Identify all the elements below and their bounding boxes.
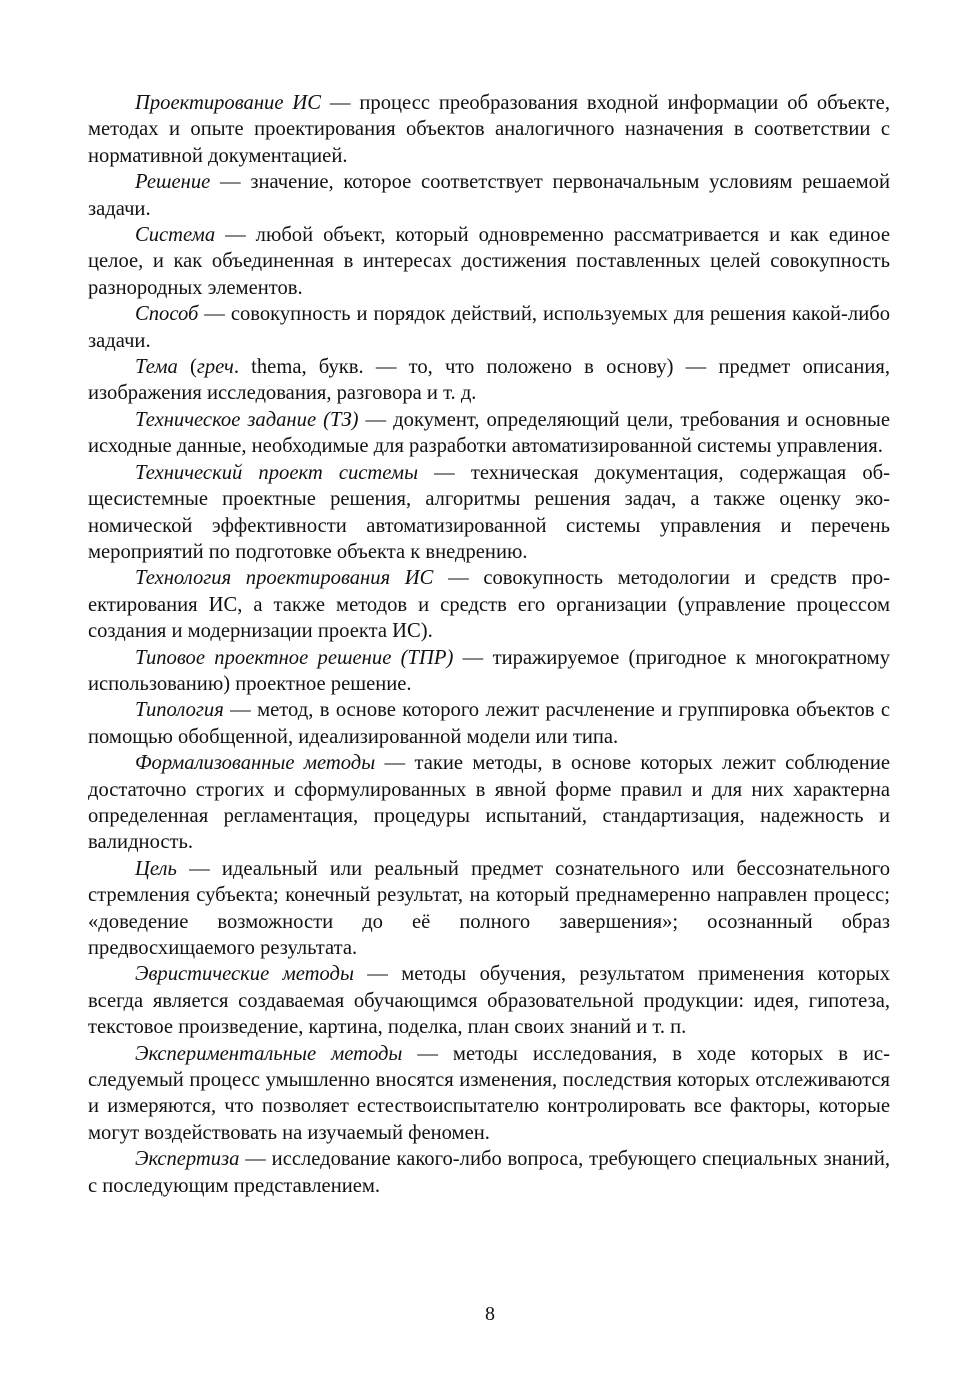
glossary-entry	[88, 697, 890, 750]
entry-term: Типология	[135, 699, 224, 722]
entry-term: Формализованные методы	[135, 752, 376, 775]
entry-term: Экспериментальные методы	[135, 1042, 403, 1065]
glossary-entry	[88, 90, 890, 169]
entry-term: Техническое задание (ТЗ)	[135, 408, 359, 431]
glossary-entry	[88, 1041, 890, 1147]
entry-definition: — такие методы, в основе которых лежит соблюдение достаточно строгих и сформулированных в явной форме правил и для них характерна определенная регламентация, процедуры испытаний, стандартизация, надежность и валидность.	[88, 752, 890, 854]
entry-definition: — техническая документация, содержащая общесистемные проектные решения, алгоритмы решения задач, а также оценку экономической эффективности автоматизированной системы управления и перечень мероприятий по подготовке объекта к внедрению.	[88, 461, 890, 563]
entry-definition: — совокупность и порядок действий, используемых для решения какой-либо задачи.	[88, 303, 890, 352]
entry-definition: — процесс преобразования входной информации об объекте, методах и опыте проектирования объектов аналогичного назначения в соответствии с нормативной документацией.	[88, 92, 890, 167]
entry-definition: — исследование какого-либо вопроса, требующего специальных знаний, с последующим представлением.	[88, 1148, 890, 1197]
entry-definition: — метод, в основе которого лежит расчленение и группировка объектов с помощью обобщенной, идеализированной модели или типа.	[88, 699, 890, 748]
entry-term: Цель	[135, 857, 177, 880]
entry-definition: — любой объект, который одновременно рассматривается и как единое целое, и как объединенная в интересах достижения поставленных целей совокупность разнородных элементов.	[88, 224, 890, 299]
entry-definition-prefix: (	[177, 356, 197, 379]
glossary-entry	[88, 645, 890, 698]
entry-term: Технический проект системы	[135, 461, 419, 484]
entry-term: Решение	[135, 171, 211, 194]
glossary-entry	[88, 961, 890, 1040]
glossary-entry	[88, 301, 890, 354]
entry-definition: . thema, букв. — то, что положено в основу) — предмет описания, изображения исследования, разговора и т. д.	[88, 356, 890, 405]
entry-definition: — методы обучения, результатом применения которых всегда является создаваемая обучающимся образовательной продукции: идея, гипотеза, текстовое произведение, картина, поделка, план своих знаний и т. п.	[88, 963, 891, 1039]
entry-term: Проектирование ИС	[135, 92, 321, 114]
glossary-page	[88, 90, 890, 1199]
glossary-entry	[88, 1146, 890, 1199]
entry-term: Типовое проектное решение (ТПР)	[135, 646, 454, 669]
entry-definition: — значение, которое соответствует первоначальным условиям решаемой задачи.	[88, 171, 890, 220]
entry-gloss: греч	[196, 356, 234, 379]
entry-definition: — документ, определяющий цели, требования и основные исходные данные, необходимые для разработки автоматизированной системы управления.	[88, 408, 890, 458]
glossary-entry	[88, 750, 890, 856]
glossary-entry	[88, 222, 890, 301]
entry-term: Экспертиза	[135, 1148, 240, 1171]
entry-definition: — идеальный или реальный предмет сознательного или бессознательного стремления субъекта; конечный результат, на который преднамеренно направлен процесс; «доведение возможности до её полного завершения»; осознанный образ предвосхищаемого результата.	[88, 857, 890, 959]
entry-term: Технология проектирования ИС	[135, 567, 434, 590]
entry-definition: — методы исследования, в ходе которых в исследуемый процесс умышленно вносятся изменения, последствия которых отслеживаются и измеряются, что позволяет естествоиспытателю контролировать все факторы, которые могут воздействовать на изучаемый феномен.	[88, 1042, 890, 1144]
glossary-entry	[88, 169, 890, 222]
page-number: 8	[485, 1303, 495, 1325]
entry-term: Эвристические методы	[135, 963, 354, 986]
glossary-entry	[88, 856, 890, 962]
glossary-entry	[88, 460, 890, 566]
glossary-entry	[88, 565, 890, 644]
entry-term: Тема	[135, 356, 178, 379]
entry-term: Система	[135, 224, 216, 247]
entry-term: Способ	[135, 303, 199, 326]
glossary-entry	[88, 354, 890, 407]
entry-definition: — тиражируемое (пригодное к многократному использованию) проектное решение.	[88, 646, 891, 695]
entry-definition: — совокупность методологии и средств проектирования ИС, а также методов и средств его организации (управление процессом создания и модернизации проекта ИС).	[88, 567, 890, 643]
glossary-entry	[88, 407, 890, 460]
